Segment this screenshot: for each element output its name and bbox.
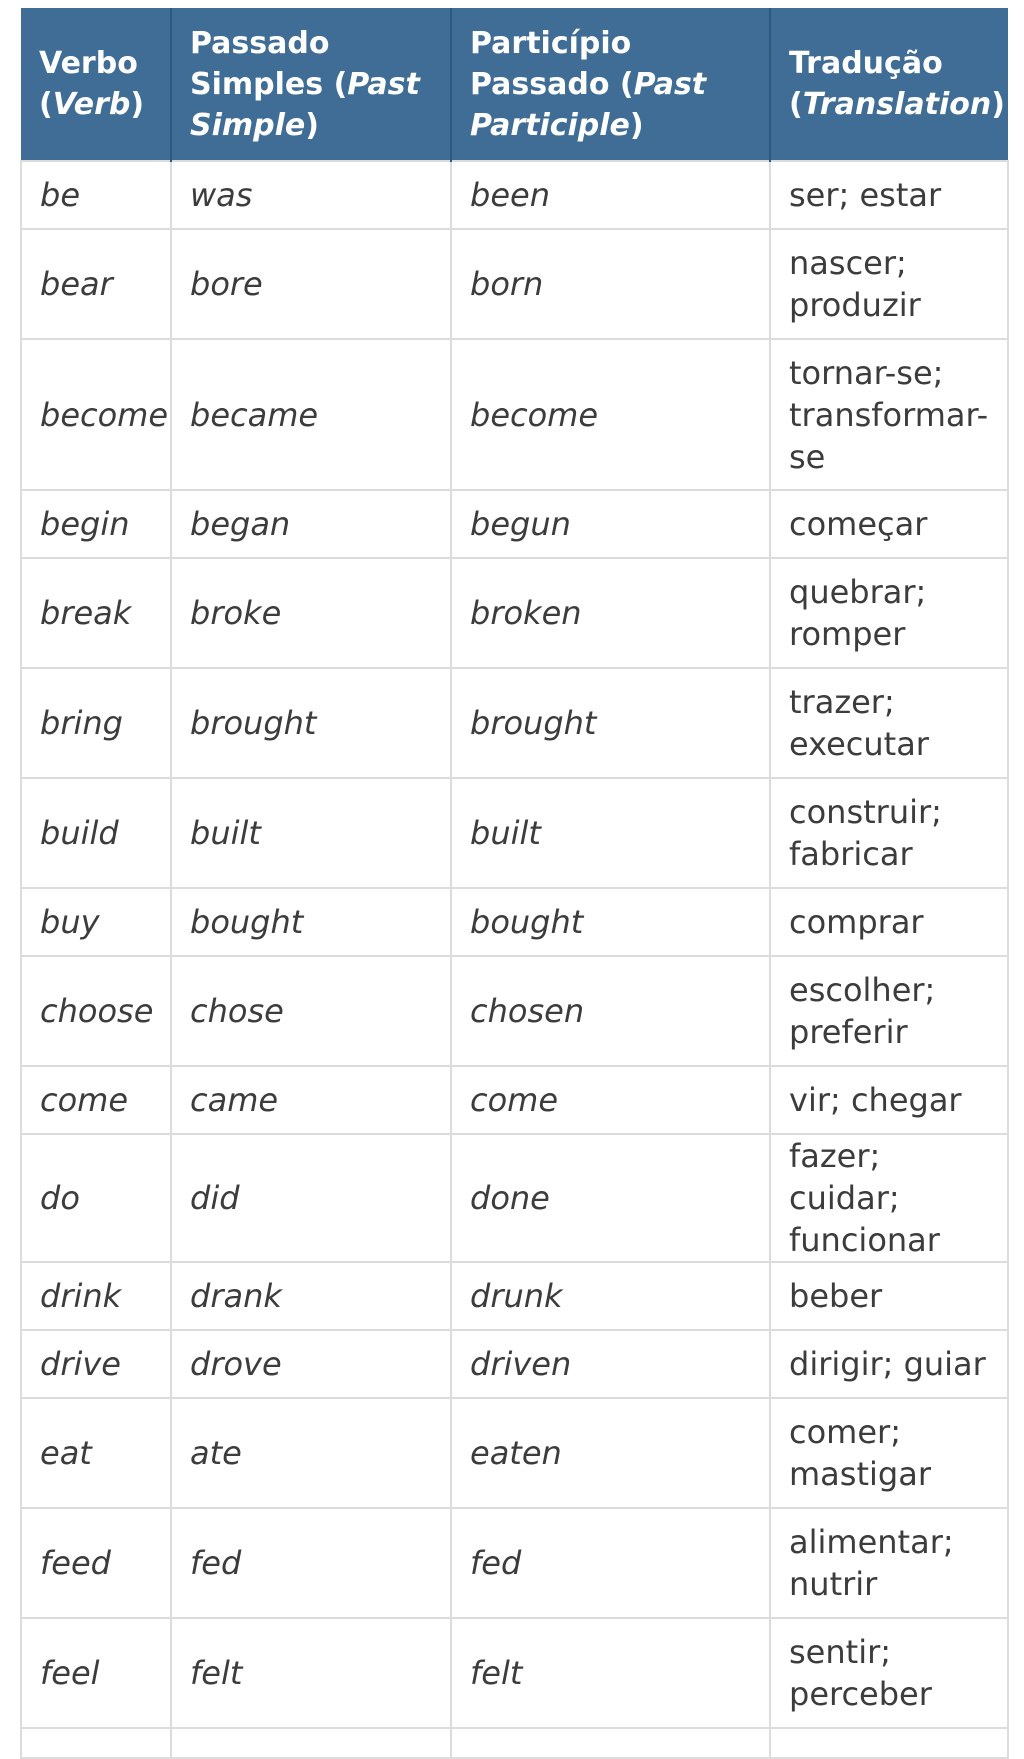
- translation-cell: tornar-se; transformar-se: [770, 339, 1008, 490]
- past-participle-cell: built: [451, 778, 770, 888]
- header-past-participle-english: Past Participle: [470, 66, 707, 143]
- verb-cell: drive: [21, 1330, 171, 1398]
- header-past-simple-close-paren: ): [305, 107, 319, 143]
- verb-cell: begin: [21, 490, 171, 558]
- translation-cell: sentir; perceber: [770, 1618, 1008, 1728]
- header-past-participle-open-paren: (: [619, 66, 634, 102]
- past-simple-cell: felt: [171, 1618, 451, 1728]
- past-simple-cell: bought: [171, 888, 451, 956]
- header-translation-english: Translation: [802, 87, 992, 122]
- verb-cell: come: [21, 1066, 171, 1134]
- translation-cell: escolher; preferir: [770, 956, 1008, 1066]
- header-verb-english: Verb: [52, 87, 131, 122]
- past-participle-cell: bought: [451, 888, 770, 956]
- header-past-simple-main: Passado Simples: [190, 25, 330, 102]
- header-translation-main: Tradução: [789, 46, 943, 81]
- empty-cell: [171, 1728, 451, 1758]
- verb-cell: break: [21, 558, 171, 668]
- translation-cell: construir; fabricar: [770, 778, 1008, 888]
- header-past-participle-main: Particípio Passado: [470, 25, 632, 102]
- translation-cell: ser; estar: [770, 161, 1008, 229]
- header-verb-close-paren: ): [130, 87, 145, 122]
- past-participle-cell: eaten: [451, 1398, 770, 1508]
- translation-cell: vir; chegar: [770, 1066, 1008, 1134]
- verb-cell: feel: [21, 1618, 171, 1728]
- table-row: [21, 888, 1008, 956]
- translation-cell: fazer; cuidar; funcionar: [770, 1134, 1008, 1262]
- past-simple-cell: was: [171, 161, 451, 229]
- table-row: [21, 1262, 1008, 1330]
- translation-cell: comer; mastigar: [770, 1398, 1008, 1508]
- header-translation: [770, 8, 1008, 161]
- table-row-partial: [21, 1728, 1008, 1758]
- past-participle-cell: driven: [451, 1330, 770, 1398]
- past-simple-cell: brought: [171, 668, 451, 778]
- verb-cell: do: [21, 1134, 171, 1262]
- translation-cell: trazer; executar: [770, 668, 1008, 778]
- irregular-verbs-table-container: [20, 8, 1007, 1759]
- past-simple-cell: broke: [171, 558, 451, 668]
- verb-cell: drink: [21, 1262, 171, 1330]
- past-simple-cell: built: [171, 778, 451, 888]
- translation-cell: comprar: [770, 888, 1008, 956]
- table-row: [21, 668, 1008, 778]
- past-simple-cell: came: [171, 1066, 451, 1134]
- past-simple-cell: drank: [171, 1262, 451, 1330]
- header-past-simple: [171, 8, 451, 161]
- translation-cell: dirigir; guiar: [770, 1330, 1008, 1398]
- past-simple-cell: fed: [171, 1508, 451, 1618]
- header-verb-open-paren: (: [39, 87, 53, 122]
- past-participle-cell: done: [451, 1134, 770, 1262]
- past-simple-cell: ate: [171, 1398, 451, 1508]
- translation-cell: quebrar; romper: [770, 558, 1008, 668]
- translation-cell: alimentar; nutrir: [770, 1508, 1008, 1618]
- empty-cell: [21, 1728, 171, 1758]
- translation-cell: beber: [770, 1262, 1008, 1330]
- table-row: [21, 1398, 1008, 1508]
- header-verb: [21, 8, 171, 161]
- header-translation-close-paren: ): [991, 87, 1005, 122]
- past-participle-cell: come: [451, 1066, 770, 1134]
- verb-cell: eat: [21, 1398, 171, 1508]
- empty-cell: [770, 1728, 1008, 1758]
- verb-cell: buy: [21, 888, 171, 956]
- header-past-participle-close-paren: ): [629, 107, 644, 143]
- past-participle-cell: chosen: [451, 956, 770, 1066]
- past-simple-cell: became: [171, 339, 451, 490]
- past-participle-cell: been: [451, 161, 770, 229]
- verb-cell: bear: [21, 229, 171, 339]
- verb-cell: feed: [21, 1508, 171, 1618]
- past-participle-cell: felt: [451, 1618, 770, 1728]
- past-participle-cell: brought: [451, 668, 770, 778]
- header-past-simple-open-paren: (: [333, 66, 348, 102]
- verb-cell: build: [21, 778, 171, 888]
- past-simple-cell: bore: [171, 229, 451, 339]
- header-past-participle: [451, 8, 770, 161]
- past-participle-cell: become: [451, 339, 770, 490]
- empty-cell: [451, 1728, 770, 1758]
- table-row: [21, 1134, 1008, 1262]
- table-row: [21, 1066, 1008, 1134]
- past-simple-cell: did: [171, 1134, 451, 1262]
- table-row: [21, 956, 1008, 1066]
- verb-cell: become: [21, 339, 171, 490]
- header-past-simple-english: Past Simple: [190, 66, 420, 143]
- table-row: [21, 1330, 1008, 1398]
- translation-cell: nascer; produzir: [770, 229, 1008, 339]
- verb-cell: be: [21, 161, 171, 229]
- table-row: [21, 339, 1008, 490]
- table-row: [21, 229, 1008, 339]
- table-row: [21, 490, 1008, 558]
- past-simple-cell: drove: [171, 1330, 451, 1398]
- past-simple-cell: began: [171, 490, 451, 558]
- verb-cell: choose: [21, 956, 171, 1066]
- past-participle-cell: born: [451, 229, 770, 339]
- past-participle-cell: fed: [451, 1508, 770, 1618]
- past-participle-cell: broken: [451, 558, 770, 668]
- table-header-row: [21, 8, 1008, 161]
- irregular-verbs-table: [20, 8, 1009, 1759]
- past-participle-cell: drunk: [451, 1262, 770, 1330]
- table-row: [21, 558, 1008, 668]
- verb-cell: bring: [21, 668, 171, 778]
- past-participle-cell: begun: [451, 490, 770, 558]
- table-row: [21, 161, 1008, 229]
- past-simple-cell: chose: [171, 956, 451, 1066]
- table-row: [21, 1618, 1008, 1728]
- table-row: [21, 1508, 1008, 1618]
- header-verb-main: Verbo: [39, 46, 138, 81]
- header-translation-open-paren: (: [789, 87, 803, 122]
- table-row: [21, 778, 1008, 888]
- translation-cell: começar: [770, 490, 1008, 558]
